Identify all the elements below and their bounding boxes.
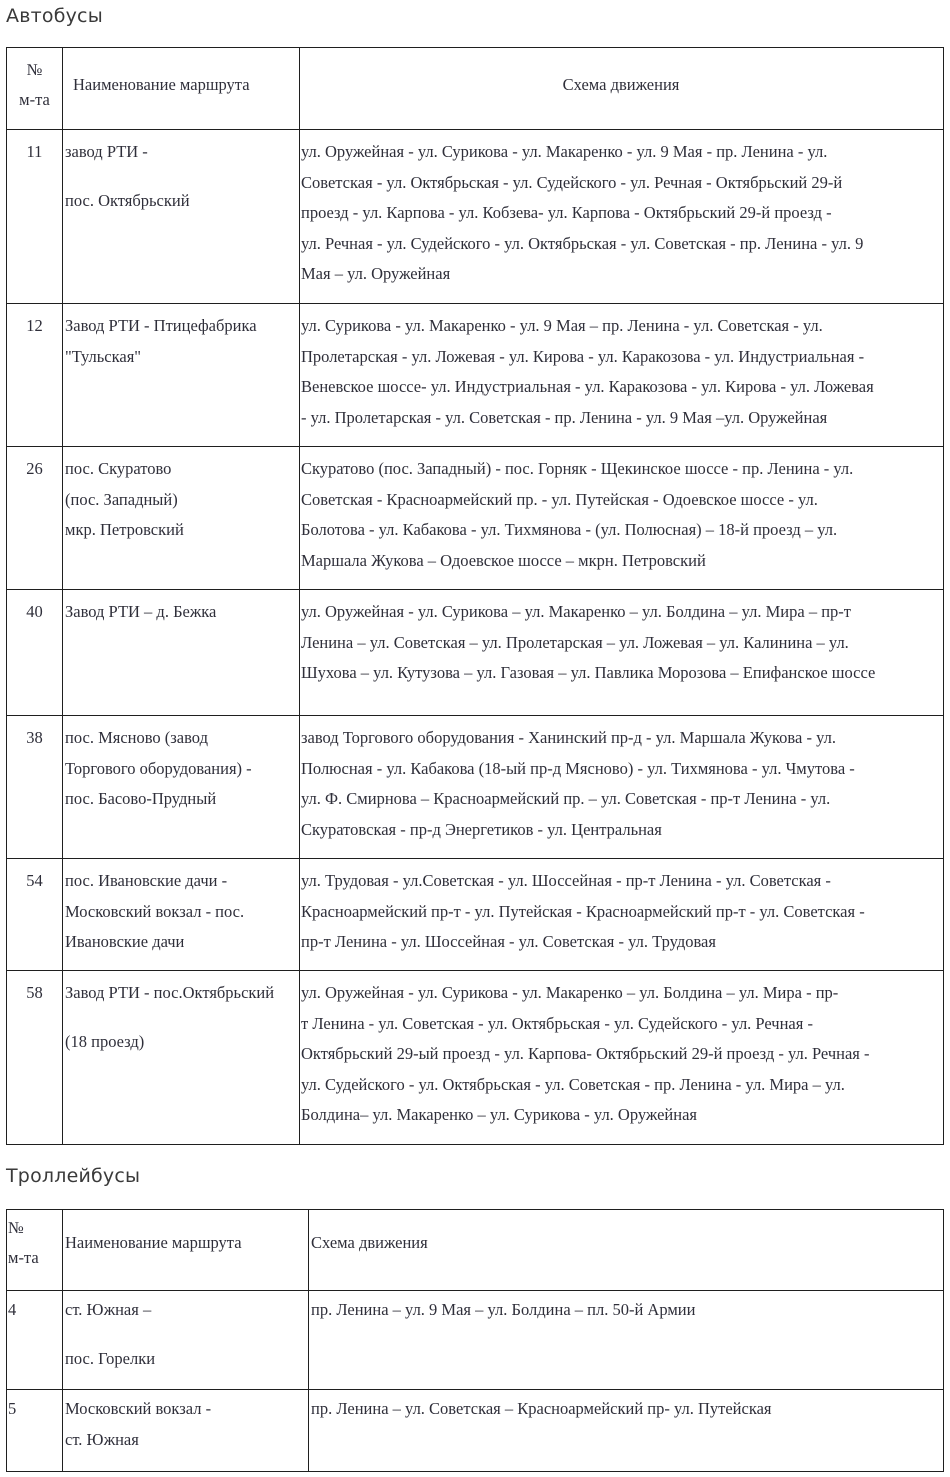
buses-table bbox=[6, 47, 944, 1145]
route-scheme bbox=[309, 1390, 944, 1472]
route-number: 5 bbox=[7, 1390, 63, 1472]
header-number bbox=[7, 1210, 63, 1291]
route-scheme bbox=[300, 971, 944, 1145]
table-row bbox=[7, 447, 944, 590]
table-row bbox=[7, 859, 944, 971]
table-row bbox=[7, 590, 944, 716]
scheme-line: Красноармейский пр-т - ул. Путейская - Красноармейский пр-т - ул. Советская - bbox=[301, 901, 865, 921]
table-row bbox=[7, 130, 944, 304]
route-number: 26 bbox=[7, 447, 63, 590]
route-name-line: Московский вокзал - пос. bbox=[65, 901, 245, 921]
header-name: Наименование маршрута bbox=[63, 48, 300, 130]
route-name-line: (18 проезд) bbox=[65, 1031, 145, 1051]
scheme-line: Скуратово (пос. Западный) - пос. Горняк - Щекинское шоссе - пр. Ленина - ул. bbox=[301, 459, 854, 478]
route-name-line: пос. Мясново (завод bbox=[65, 728, 208, 747]
route-name-line: пос. Басово-Прудный bbox=[65, 789, 217, 808]
scheme-line: - ул. Пролетарская - ул. Советская - пр. Ленина - ул. 9 Мая –ул. Оружейная bbox=[301, 407, 828, 427]
scheme-line: проезд - ул. Карпова - ул. Кобзева- ул. Карпова - Октябрьский 29-й проезд - bbox=[301, 203, 832, 222]
route-name-line: Московский вокзал - bbox=[65, 1399, 212, 1418]
route-name bbox=[63, 447, 300, 590]
scheme-line: завод Торгового оборудования - Ханинский пр-д - ул. Маршала Жукова - ул. bbox=[301, 728, 836, 747]
route-name-line: Ивановские дачи bbox=[65, 932, 185, 951]
route-name-line: Завод РТИ - пос.Октябрьский bbox=[65, 983, 275, 1002]
header-number bbox=[7, 48, 63, 130]
route-name-line: пос. Скуратово bbox=[65, 459, 172, 478]
scheme-line: Скуратовская - пр-д Энергетиков - ул. Центральная bbox=[301, 819, 662, 839]
route-number: 11 bbox=[7, 130, 63, 304]
scheme-line: Полюсная - ул. Кабакова (18-ый пр-д Мясново) - ул. Тихмянова - ул. Чмутова - bbox=[301, 758, 855, 778]
scheme-line: ул. Оружейная - ул. Сурикова – ул. Макаренко – ул. Болдина – ул. Мира – пр-т bbox=[301, 602, 851, 621]
scheme-line: ул. Оружейная - ул. Сурикова - ул. Макаренко – ул. Болдина – ул. Мира - пр- bbox=[301, 983, 839, 1002]
scheme-line: пр. Ленина – ул. 9 Мая – ул. Болдина – пл. 50-й Армии bbox=[311, 1300, 696, 1319]
table-row bbox=[7, 304, 944, 447]
route-scheme bbox=[300, 716, 944, 859]
route-scheme bbox=[300, 304, 944, 447]
route-scheme bbox=[300, 590, 944, 716]
scheme-line: Болдина– ул. Макаренко – ул. Сурикова - ул. Оружейная bbox=[301, 1105, 697, 1124]
route-name bbox=[63, 1390, 309, 1472]
header-scheme: Схема движения bbox=[309, 1210, 944, 1291]
route-name bbox=[63, 971, 300, 1145]
route-number: 40 bbox=[7, 590, 63, 716]
scheme-line: ул. Судейского - ул. Октябрьская - ул. Советская - пр. Ленина - ул. Мира – ул. bbox=[301, 1074, 845, 1094]
trolleybuses-table bbox=[6, 1209, 944, 1472]
scheme-line: Пролетарская - ул. Ложевая - ул. Кирова - ул. Каракозова - ул. Индустриальная - bbox=[301, 346, 865, 366]
route-number: 54 bbox=[7, 859, 63, 971]
route-name-line: пос. Ивановские дачи - bbox=[65, 871, 228, 890]
table-row bbox=[7, 1390, 944, 1472]
scheme-line: ул. Речная - ул. Судейского - ул. Октябрьская - ул. Советская - пр. Ленина - ул. 9 bbox=[301, 233, 864, 253]
route-number: 4 bbox=[7, 1291, 63, 1390]
scheme-line: Мая – ул. Оружейная bbox=[301, 264, 451, 283]
route-number: 58 bbox=[7, 971, 63, 1145]
route-name-line: Торгового оборудования) - bbox=[65, 758, 252, 778]
scheme-line: Шухова – ул. Кутузова – ул. Газовая – ул. Павлика Морозова – Епифанское шоссе bbox=[301, 663, 876, 682]
header-name: Наименование маршрута bbox=[63, 1210, 309, 1291]
route-number: 12 bbox=[7, 304, 63, 447]
scheme-line: пр-т Ленина - ул. Шоссейная - ул. Советская - ул. Трудовая bbox=[301, 932, 716, 951]
scheme-line: Маршала Жукова – Одоевское шоссе – мкрн. Петровский bbox=[301, 550, 706, 570]
header-number-line: м-та bbox=[19, 90, 50, 109]
buses-section-title: Автобусы bbox=[6, 5, 103, 27]
route-name-line: завод РТИ - bbox=[65, 142, 148, 161]
scheme-line: Октябрьский 29-ый проезд - ул. Карпова- Октябрьский 29-й проезд - ул. Речная - bbox=[301, 1044, 870, 1063]
route-name bbox=[63, 716, 300, 859]
scheme-line: т Ленина - ул. Советская - ул. Октябрьская - ул. Судейского - ул. Речная - bbox=[301, 1013, 813, 1033]
route-name bbox=[63, 304, 300, 447]
scheme-line: ул. Оружейная - ул. Сурикова - ул. Макаренко - ул. 9 Мая - пр. Ленина - ул. bbox=[301, 142, 828, 161]
route-name-line: пос. Октябрьский bbox=[65, 190, 190, 210]
route-name bbox=[63, 590, 300, 716]
route-scheme bbox=[300, 859, 944, 971]
header-scheme: Схема движения bbox=[300, 48, 944, 130]
route-name bbox=[63, 130, 300, 304]
route-name-line: Завод РТИ - Птицефабрика bbox=[65, 316, 257, 335]
scheme-line: Ленина – ул. Советская – ул. Пролетарская – ул. Ложевая – ул. Калинина – ул. bbox=[301, 632, 849, 652]
header-number-line: м-та bbox=[8, 1248, 39, 1267]
route-name bbox=[63, 1291, 309, 1390]
trolleybuses-section-title: Троллейбусы bbox=[6, 1165, 141, 1187]
route-name-line: ст. Южная – bbox=[65, 1300, 152, 1319]
route-name-line: пос. Горелки bbox=[65, 1348, 156, 1368]
scheme-line: ул. Сурикова - ул. Макаренко - ул. 9 Мая – пр. Ленина - ул. Советская - ул. bbox=[301, 316, 823, 335]
route-name-line: (пос. Западный) bbox=[65, 489, 178, 509]
route-scheme bbox=[300, 130, 944, 304]
header-number-line: № bbox=[8, 1218, 24, 1237]
scheme-line: Советская - ул. Октябрьская - ул. Судейского - ул. Речная - Октябрьский 29-й bbox=[301, 172, 843, 192]
table-row bbox=[7, 971, 944, 1145]
route-name-line: "Тульская" bbox=[65, 346, 142, 366]
scheme-line: ул. Ф. Смирнова – Красноармейский пр. – ул. Советская - пр-т Ленина - ул. bbox=[301, 789, 831, 808]
route-name-line: Завод РТИ – д. Бежка bbox=[65, 602, 217, 621]
route-number: 38 bbox=[7, 716, 63, 859]
route-name bbox=[63, 859, 300, 971]
header-number-line: № bbox=[26, 60, 43, 79]
table-row bbox=[7, 716, 944, 859]
scheme-line: Болотова - ул. Кабакова - ул. Тихмянова - (ул. Полюсная) – 18-й проезд – ул. bbox=[301, 520, 838, 539]
scheme-line: Советская - Красноармейский пр. - ул. Путейская - Одоевское шоссе - ул. bbox=[301, 489, 818, 509]
scheme-line: ул. Трудовая - ул.Советская - ул. Шоссейная - пр-т Ленина - ул. Советская - bbox=[301, 871, 831, 890]
route-name-line: мкр. Петровский bbox=[65, 520, 184, 539]
route-name-line: ст. Южная bbox=[65, 1429, 139, 1449]
route-scheme bbox=[300, 447, 944, 590]
route-scheme bbox=[309, 1291, 944, 1390]
scheme-line: Веневское шоссе- ул. Индустриальная - ул. Каракозова - ул. Кирова - ул. Ложевая bbox=[301, 377, 874, 396]
table-header-row bbox=[7, 48, 944, 130]
table-header-row bbox=[7, 1210, 944, 1291]
table-row bbox=[7, 1291, 944, 1390]
scheme-line: пр. Ленина – ул. Советская – Красноармейский пр- ул. Путейская bbox=[311, 1399, 772, 1418]
